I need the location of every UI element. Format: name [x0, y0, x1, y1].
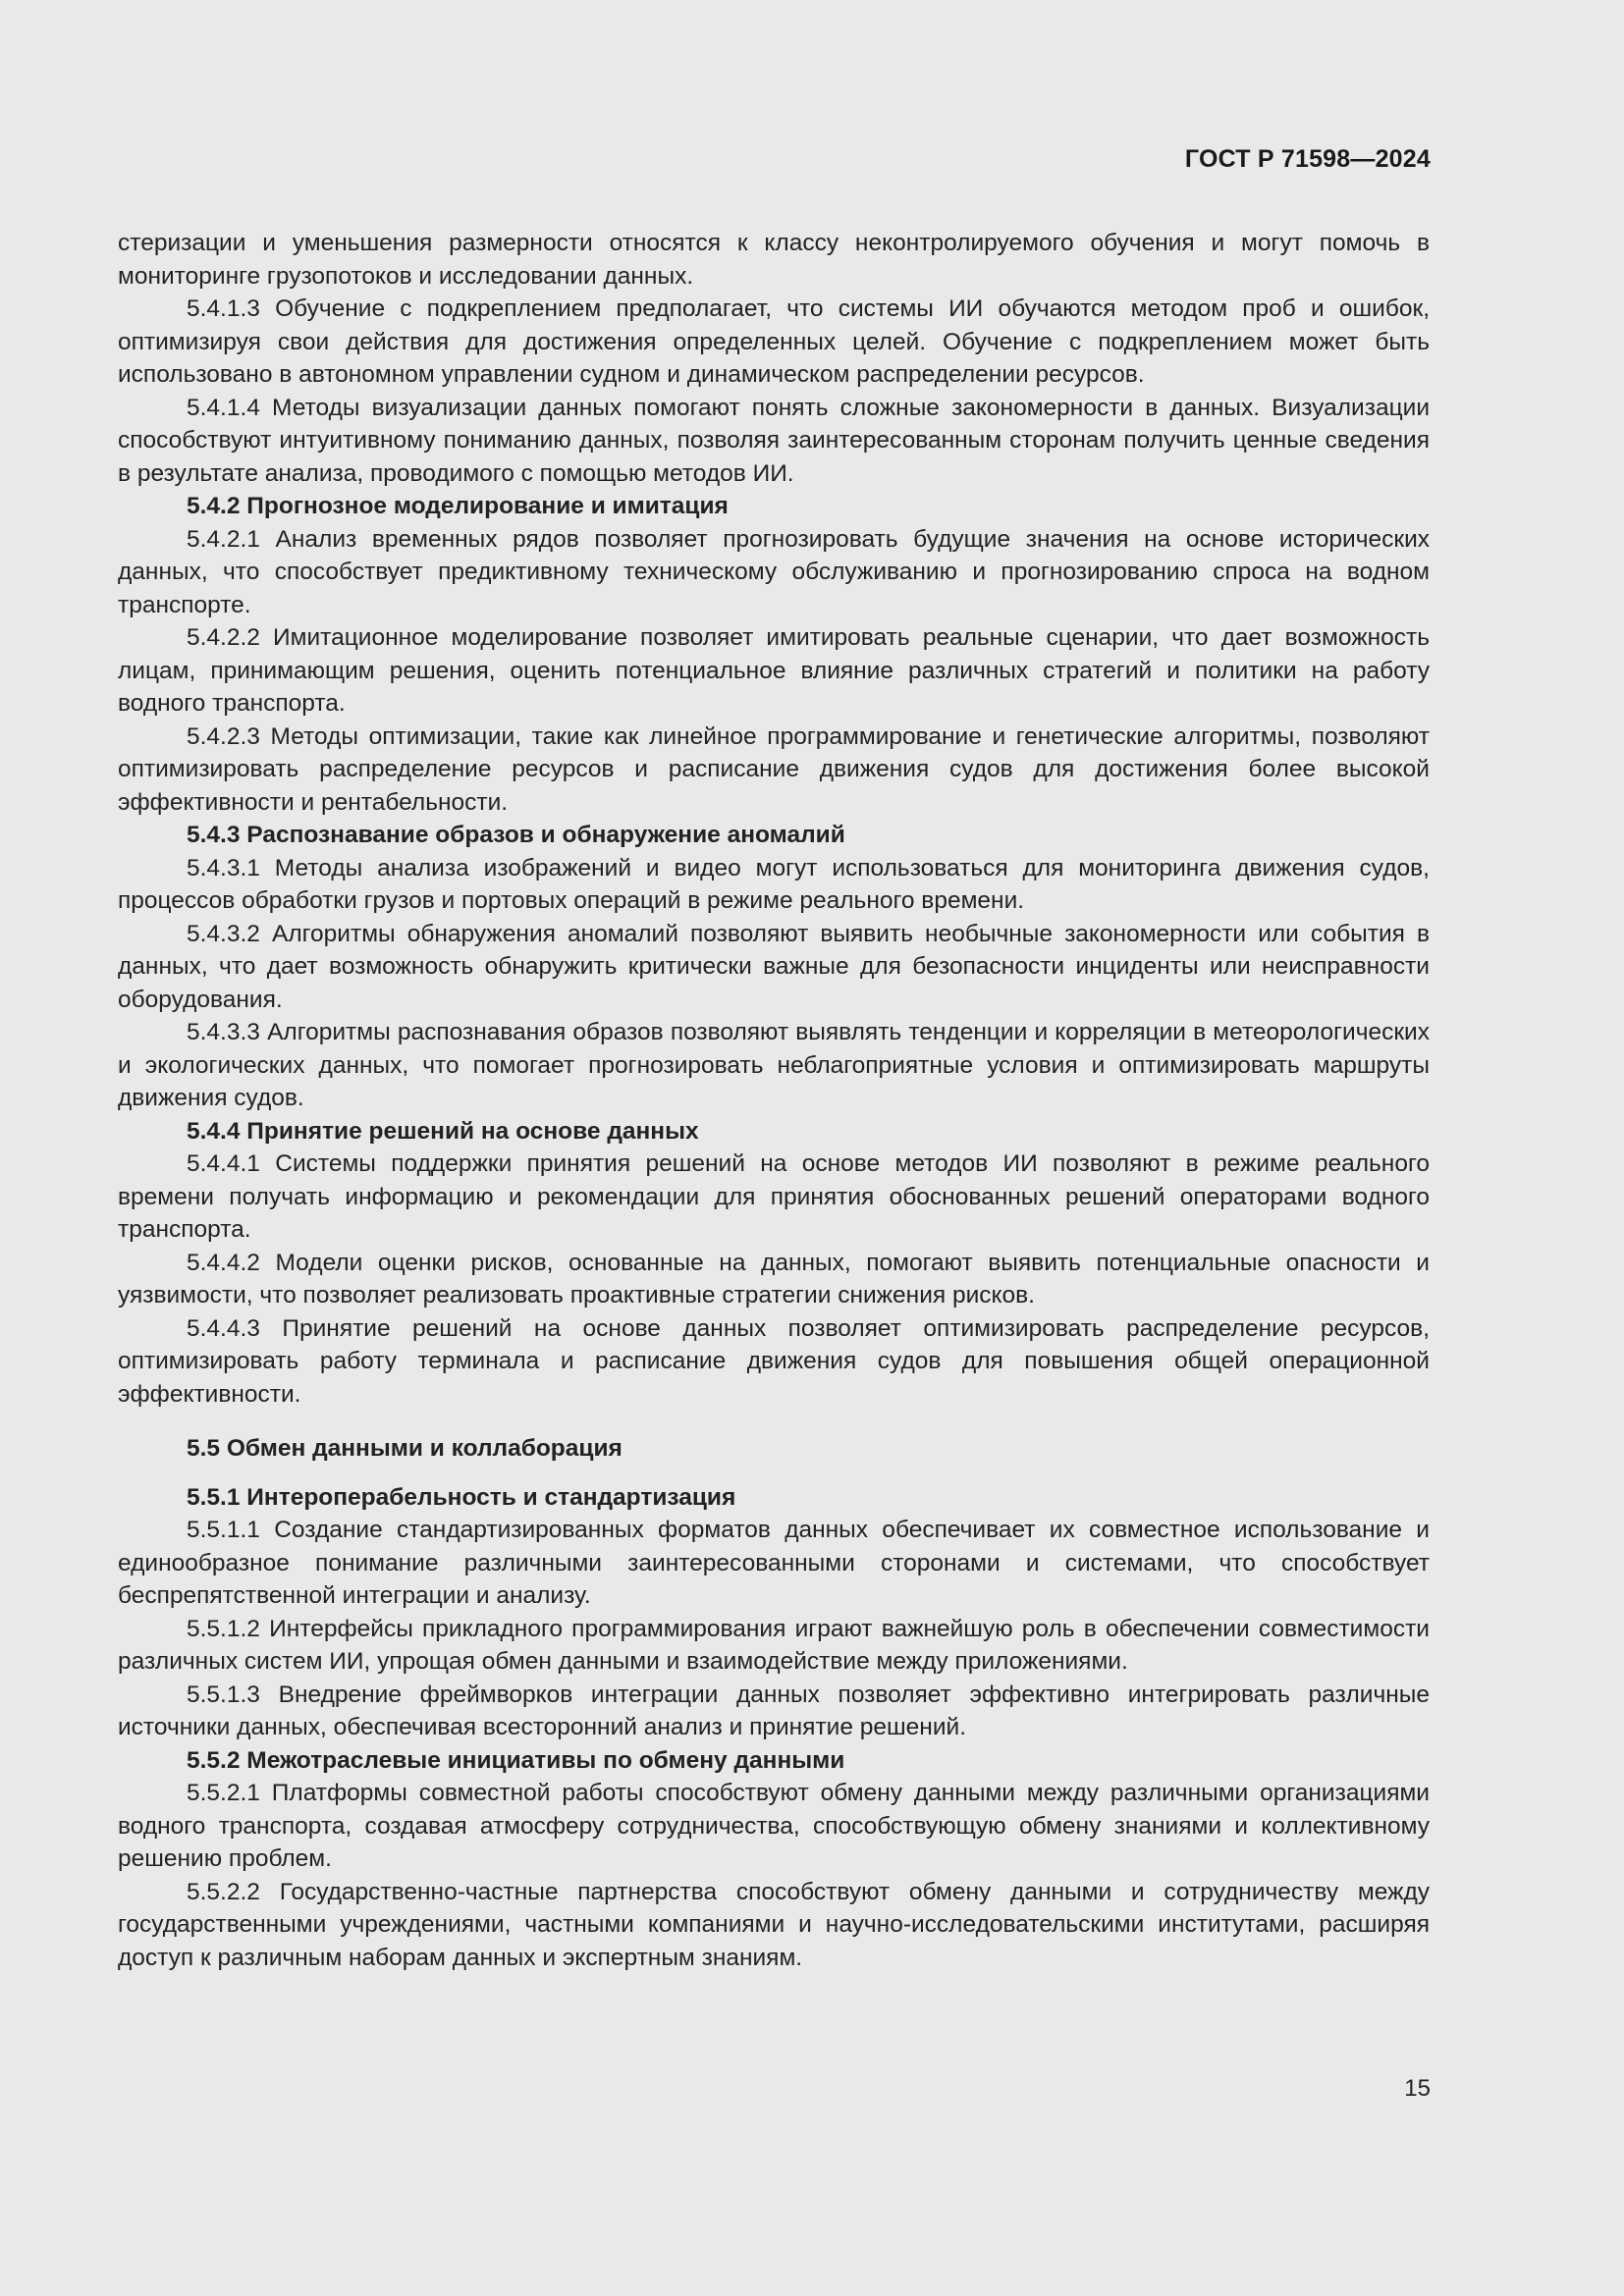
page-number: 15: [1404, 2075, 1431, 2102]
paragraph-5-4-3-2: 5.4.3.2 Алгоритмы обнаружения аномалий позволяют выявить необычные закономерности или события в данных, что дает возможность обнаружить критически важные для безопасности инциденты или неисправности оборудования.: [118, 920, 1430, 1013]
paragraph-continuation: стеризации и уменьшения размерности относятся к классу неконтролируемого обучения и могут помочь в мониторинге грузопотоков и исследовании данных.: [118, 230, 1430, 290]
paragraph-5-4-1-4: 5.4.1.4 Методы визуализации данных помогают понять сложные закономерности в данных. Визуализации способствуют интуитивному пониманию данных, позволяя заинтересованным сторонам получить ценные сведения в результате анализа, проводимого с помощью методов ИИ.: [118, 394, 1430, 487]
heading-5-4-2: 5.4.2 Прогнозное моделирование и имитация: [187, 493, 729, 519]
paragraph-5-4-3-3: 5.4.3.3 Алгоритмы распознавания образов позволяют выявлять тенденции и корреляции в метеорологических и экологических данных, что помогает прогнозировать неблагоприятные условия и оптимизировать маршруты движения судов.: [118, 1019, 1430, 1111]
paragraph-5-4-4-2: 5.4.4.2 Модели оценки рисков, основанные на данных, помогают выявить потенциальные опасности и уязвимости, что позволяет реализовать проактивные стратегии снижения рисков.: [118, 1249, 1430, 1308]
paragraph-5-5-1-3: 5.5.1.3 Внедрение фреймворков интеграции данных позволяет эффективно интегрировать различные источники данных, обеспечивая всесторонний анализ и принятие решений.: [118, 1681, 1430, 1740]
heading-5-4-4: 5.4.4 Принятие решений на основе данных: [187, 1117, 699, 1145]
paragraph-5-4-4-1: 5.4.4.1 Системы поддержки принятия решений на основе методов ИИ позволяют в режиме реального времени получать информацию и рекомендации для принятия обоснованных решений операторами водного транспорта.: [118, 1150, 1430, 1243]
section-heading-5-5: 5.5 Обмен данными и коллаборация: [187, 1435, 623, 1462]
document-body: [118, 227, 1430, 1974]
paragraph-5-5-2-1: 5.5.2.1 Платформы совместной работы способствуют обмену данными между различными организациями водного транспорта, создавая атмосферу сотрудничества, способствующую обмену знаниями и коллективному решению проблем.: [118, 1780, 1430, 1872]
heading-5-4-3: 5.4.3 Распознавание образов и обнаружение аномалий: [187, 822, 845, 848]
paragraph-5-5-2-2: 5.5.2.2 Государственно-частные партнерства способствуют обмену данными и сотрудничеству между государственными учреждениями, частными компаниями и научно-исследовательскими институтами, расширяя доступ к различным наборам данных и экспертным знаниям.: [118, 1878, 1430, 1971]
paragraph-5-5-1-2: 5.5.1.2 Интерфейсы прикладного программирования играют важнейшую роль в обеспечении совместимости различных систем ИИ, упрощая обмен данными и взаимодействие между приложениями.: [118, 1615, 1430, 1675]
paragraph-5-4-2-1: 5.4.2.1 Анализ временных рядов позволяет прогнозировать будущие значения на основе исторических данных, что способствует предиктивному техническому обслуживанию и прогнозированию спроса на водном транспорте.: [118, 525, 1430, 618]
paragraph-5-4-2-2: 5.4.2.2 Имитационное моделирование позволяет имитировать реальные сценарии, что дает возможность лицам, принимающим решения, оценить потенциальное влияние различных стратегий и политики на работу водного транспорта.: [118, 624, 1430, 717]
paragraph-5-4-1-3: 5.4.1.3 Обучение с подкреплением предполагает, что системы ИИ обучаются методом проб и ошибок, оптимизируя свои действия для достижения определенных целей. Обучение с подкреплением может быть использовано в автономном управлении судном и динамическом распределении ресурсов.: [118, 295, 1430, 388]
standard-header: ГОСТ Р 71598—2024: [1184, 145, 1431, 173]
heading-5-5-1: 5.5.1 Интероперабельность и стандартизация: [187, 1483, 736, 1511]
heading-5-5-2: 5.5.2 Межотраслевые инициативы по обмену данными: [187, 1746, 845, 1774]
paragraph-5-4-4-3: 5.4.4.3 Принятие решений на основе данных позволяет оптимизировать распределение ресурсов, оптимизировать работу терминала и расписание движения судов для повышения общей операционной эффективности.: [118, 1314, 1430, 1408]
paragraph-5-5-1-1: 5.5.1.1 Создание стандартизированных форматов данных обеспечивает их совместное использование и единообразное понимание различными заинтересованными сторонами и системами, что способствует беспрепятственной интеграции и анализу.: [118, 1517, 1430, 1609]
paragraph-5-4-2-3: 5.4.2.3 Методы оптимизации, такие как линейное программирование и генетические алгоритмы, позволяют оптимизировать распределение ресурсов и расписание движения судов для достижения более высокой эффективности и рентабельности.: [118, 722, 1430, 816]
paragraph-5-4-3-1: 5.4.3.1 Методы анализа изображений и видео могут использоваться для мониторинга движения судов, процессов обработки грузов и портовых операций в режиме реального времени.: [118, 854, 1430, 914]
